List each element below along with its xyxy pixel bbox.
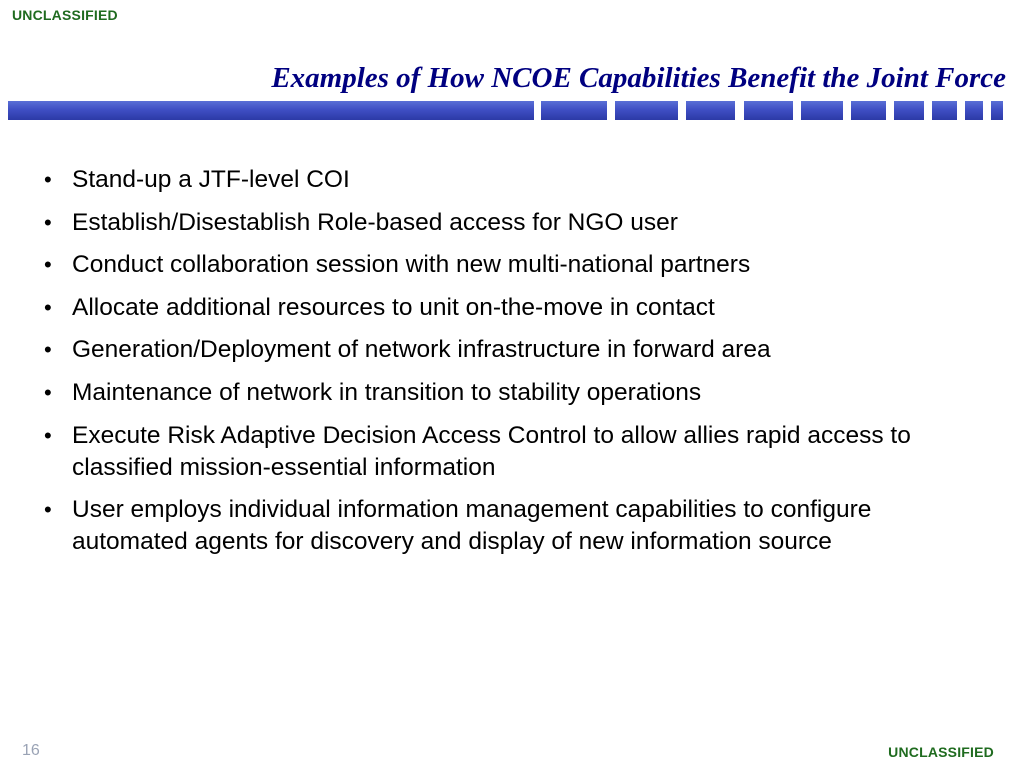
bullet-item (44, 207, 944, 239)
bullet-marker: • (44, 337, 52, 363)
title-bar-segment (615, 101, 678, 120)
bullet-item (44, 164, 944, 196)
title-bar-segment (851, 101, 886, 120)
title-bar-segment (801, 101, 843, 120)
title-bar-segment (965, 101, 983, 120)
title-bar-segment (686, 101, 735, 120)
bullet-marker: • (44, 497, 52, 523)
classification-banner-top: UNCLASSIFIED (12, 7, 118, 23)
bullet-marker: • (44, 422, 52, 448)
title-bar-segment (991, 101, 1003, 120)
title-bar-segment (894, 101, 924, 120)
classification-banner-bottom: UNCLASSIFIED (888, 744, 994, 760)
bullet-marker: • (44, 379, 52, 405)
bullet-text: Execute Risk Adaptive Decision Access Control to allow allies rapid access to classified mission-essential information (72, 421, 911, 481)
bullet-text: Generation/Deployment of network infrastructure in forward area (72, 336, 771, 364)
title-bar-segment (932, 101, 957, 120)
bullet-item (44, 420, 944, 484)
bullet-text: Conduct collaboration session with new multi-national partners (72, 251, 751, 279)
slide-title: Examples of How NCOE Capabilities Benefit the Joint Force (271, 62, 1006, 94)
bullet-item (44, 249, 944, 281)
bullet-marker: • (44, 167, 52, 192)
bullet-marker: • (44, 252, 52, 278)
title-bar-segment (541, 101, 607, 120)
bullet-item (44, 334, 944, 366)
bullet-text: User employs individual information management capabilities to configure automated agents for discovery and display of new information source (72, 496, 872, 556)
bullet-text: Stand-up a JTF-level COI (72, 166, 350, 193)
page-number: 16 (22, 742, 40, 759)
title-bar-segment (8, 101, 534, 120)
title-underline-bar (0, 101, 1024, 121)
bullet-marker: • (44, 294, 52, 320)
bullet-item (44, 494, 944, 558)
bullet-item (44, 292, 944, 324)
bullet-list (44, 164, 944, 569)
title-bar-segment (744, 101, 793, 120)
bullet-text: Allocate additional resources to unit on-the-move in contact (72, 293, 715, 321)
bullet-marker: • (44, 209, 52, 235)
bullet-item (44, 377, 944, 409)
bullet-text: Establish/Disestablish Role-based access for NGO user (72, 208, 678, 236)
bullet-text: Maintenance of network in transition to stability operations (72, 378, 702, 406)
